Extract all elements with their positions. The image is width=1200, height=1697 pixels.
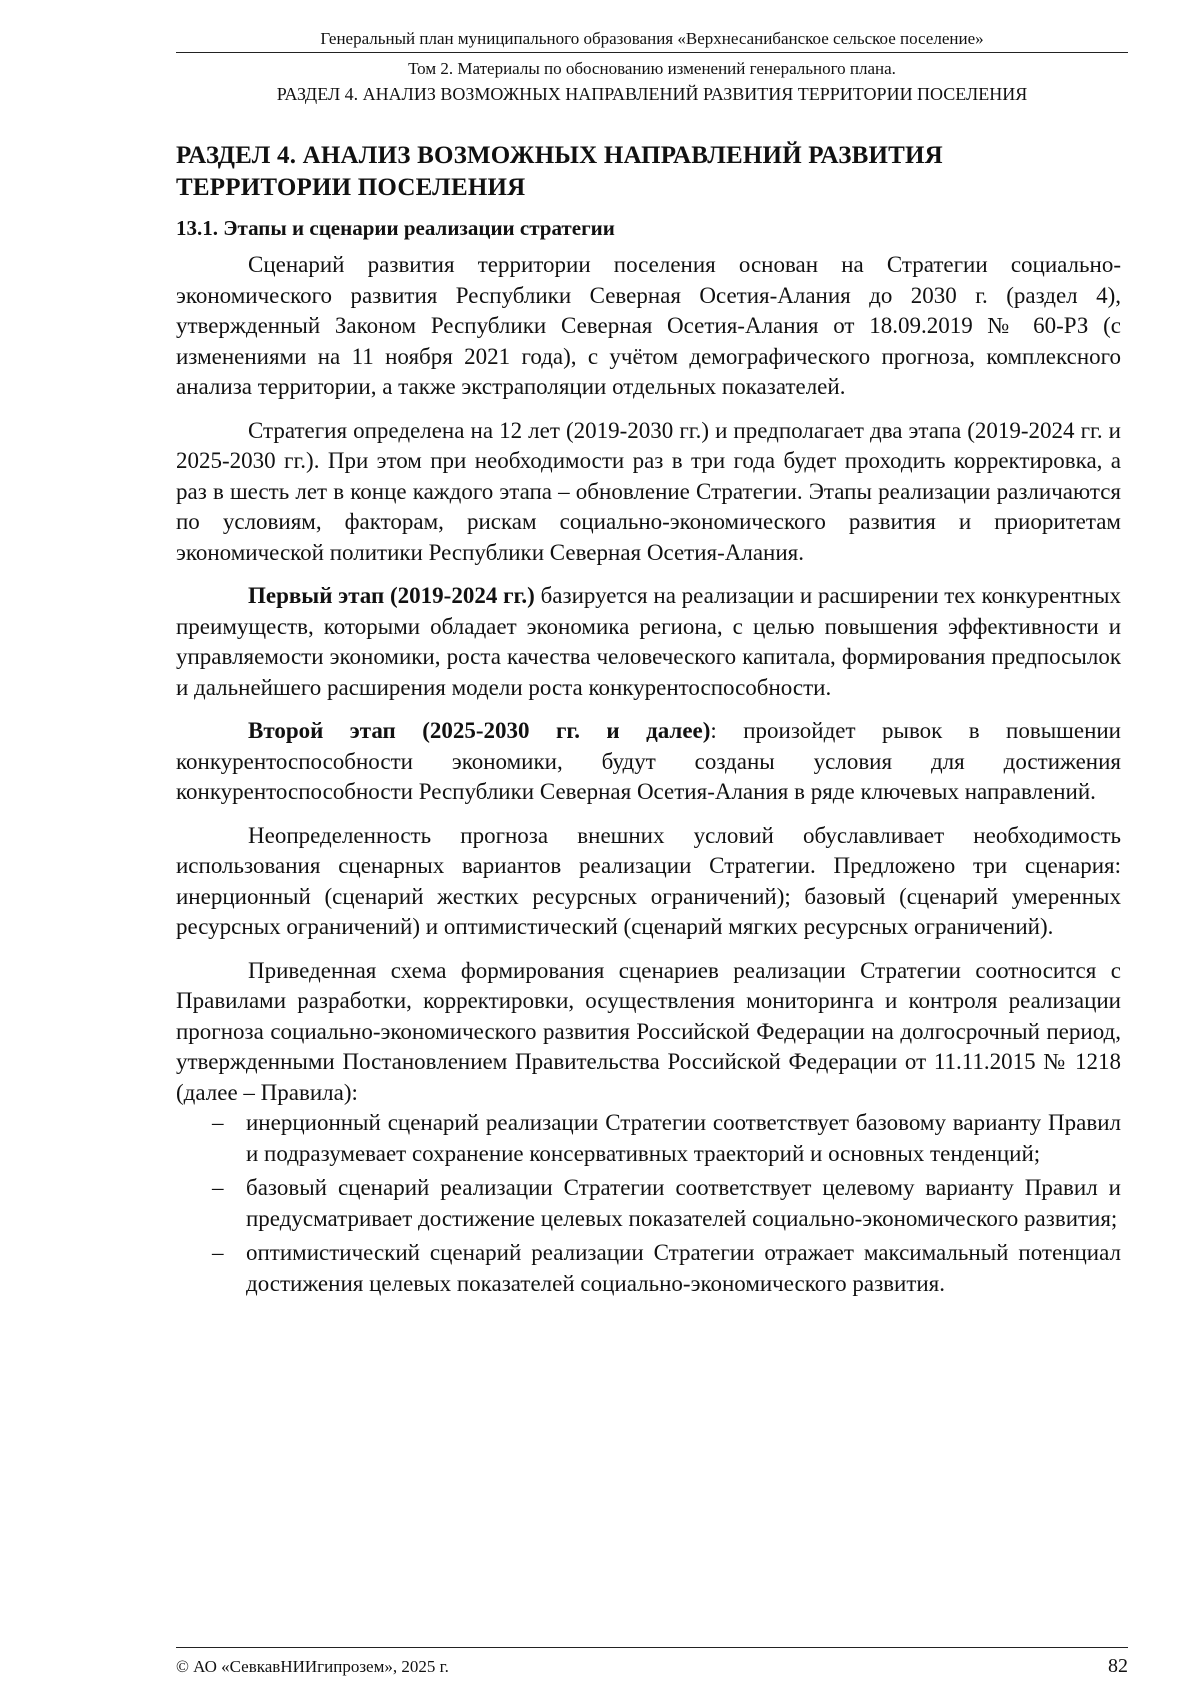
header-section: РАЗДЕЛ 4. АНАЛИЗ ВОЗМОЖНЫХ НАПРАВЛЕНИЙ РАЗВИТИЯ ТЕРРИТОРИИ ПОСЕЛЕНИЯ bbox=[276, 84, 1028, 104]
paragraph-scenarios: Неопределенность прогноза внешних условий обуславливает необходимость использования сценарных вариантов реализации Стратегии. Предложено три сценария: инерционный (сценарий жестких ресурсных ограничений); базовый (сценарий умеренных ресурсных ограничений) и оптимистический (сценарий мягких ресурсных ограничений). bbox=[176, 822, 1121, 939]
subsection-title: 13.1. Этапы и сценарии реализации стратегии bbox=[176, 216, 615, 240]
page-number: 82 bbox=[1108, 1655, 1128, 1677]
paragraph-rules: Приведенная схема формирования сценариев реализации Стратегии соотносится с Правилами разработки, корректировки, осуществления мониторинга и контроля реализации прогноза социально-экономического развития Российской Федерации на долгосрочный период, утвержденными Постановлением Правительства Российской Федерации от 11.11.2015 № 1218 (далее – Правила): bbox=[176, 957, 1121, 1105]
dash-marker: – bbox=[212, 1110, 224, 1135]
dash-marker: – bbox=[212, 1175, 224, 1200]
scenario-list bbox=[176, 1108, 1121, 1299]
header-divider bbox=[176, 52, 1128, 53]
list-item-text: базовый сценарий реализации Стратегии соответствует целевому варианту Правил и предусматривает достижение целевых показателей социально-экономического развития; bbox=[246, 1175, 1121, 1231]
list-item-text: оптимистический сценарий реализации Стратегии отражает максимальный потенциал достижения целевых показателей социально-экономического развития. bbox=[246, 1240, 1121, 1296]
list-item bbox=[176, 1173, 1121, 1234]
footer-divider bbox=[176, 1647, 1128, 1648]
first-stage-text: базируется на реализации и расширении тех конкурентных преимуществ, которыми обладает экономика региона, с целью повышения эффективности и управляемости экономики, роста качества человеческого капитала, формирования предпосылок и дальнейшего расширения модели роста конкурентоспособности. bbox=[176, 583, 1121, 700]
list-item bbox=[176, 1108, 1121, 1169]
second-stage-label: Второй этап (2025-2030 гг. и далее) bbox=[248, 718, 711, 743]
second-stage-text: : произойдет рывок в повышении конкурентоспособности экономики, будут созданы условия для достижения конкурентоспособности Республики Северная Осетия-Алания в ряде ключевых направлений. bbox=[176, 718, 1121, 804]
paragraph-strategy-period: Стратегия определена на 12 лет (2019-2030 гг.) и предполагает два этапа (2019-2024 гг. и 2025-2030 гг.). При этом при необходимости раз в три года будет проходить корректировка, а раз в шесть лет в конце каждого этапа – обновление Стратегии. Этапы реализации различаются по условиям, факторам, рискам социально-экономического развития и приоритетам экономической политики Республики Северная Осетия-Алания. bbox=[176, 417, 1121, 565]
header-document-title: Генеральный план муниципального образования «Верхнесанибанское сельское поселение» bbox=[320, 29, 984, 48]
paragraph-second-stage bbox=[176, 716, 1121, 808]
page-body bbox=[176, 140, 1121, 1303]
header-volume: Том 2. Материалы по обоснованию изменений генерального плана. bbox=[408, 59, 896, 78]
dash-marker: – bbox=[212, 1240, 224, 1265]
list-item-text: инерционный сценарий реализации Стратегии соответствует базовому варианту Правил и подразумевает сохранение консервативных траекторий и основных тенденций; bbox=[246, 1110, 1121, 1166]
paragraph-first-stage bbox=[176, 581, 1121, 703]
footer-copyright: © АО «СевкавНИИгипрозем», 2025 г. bbox=[176, 1657, 449, 1676]
first-stage-label: Первый этап (2019-2024 гг.) bbox=[248, 583, 535, 608]
list-item bbox=[176, 1238, 1121, 1299]
paragraph-strategy-basis: Сценарий развития территории поселения основан на Стратегии социально-экономического развития Республики Северная Осетия-Алания до 2030 г. (раздел 4), утвержденный Законом Республики Северная Осетия-Алания от 18.09.2019 № 60-РЗ (с изменениями на 11 ноября 2021 года), с учётом демографического прогноза, комплексного анализа территории, а также экстраполяции отдельных показателей. bbox=[176, 252, 1121, 399]
section-title: РАЗДЕЛ 4. АНАЛИЗ ВОЗМОЖНЫХ НАПРАВЛЕНИЙ РАЗВИТИЯ ТЕРРИТОРИИ ПОСЕЛЕНИЯ bbox=[176, 142, 943, 201]
